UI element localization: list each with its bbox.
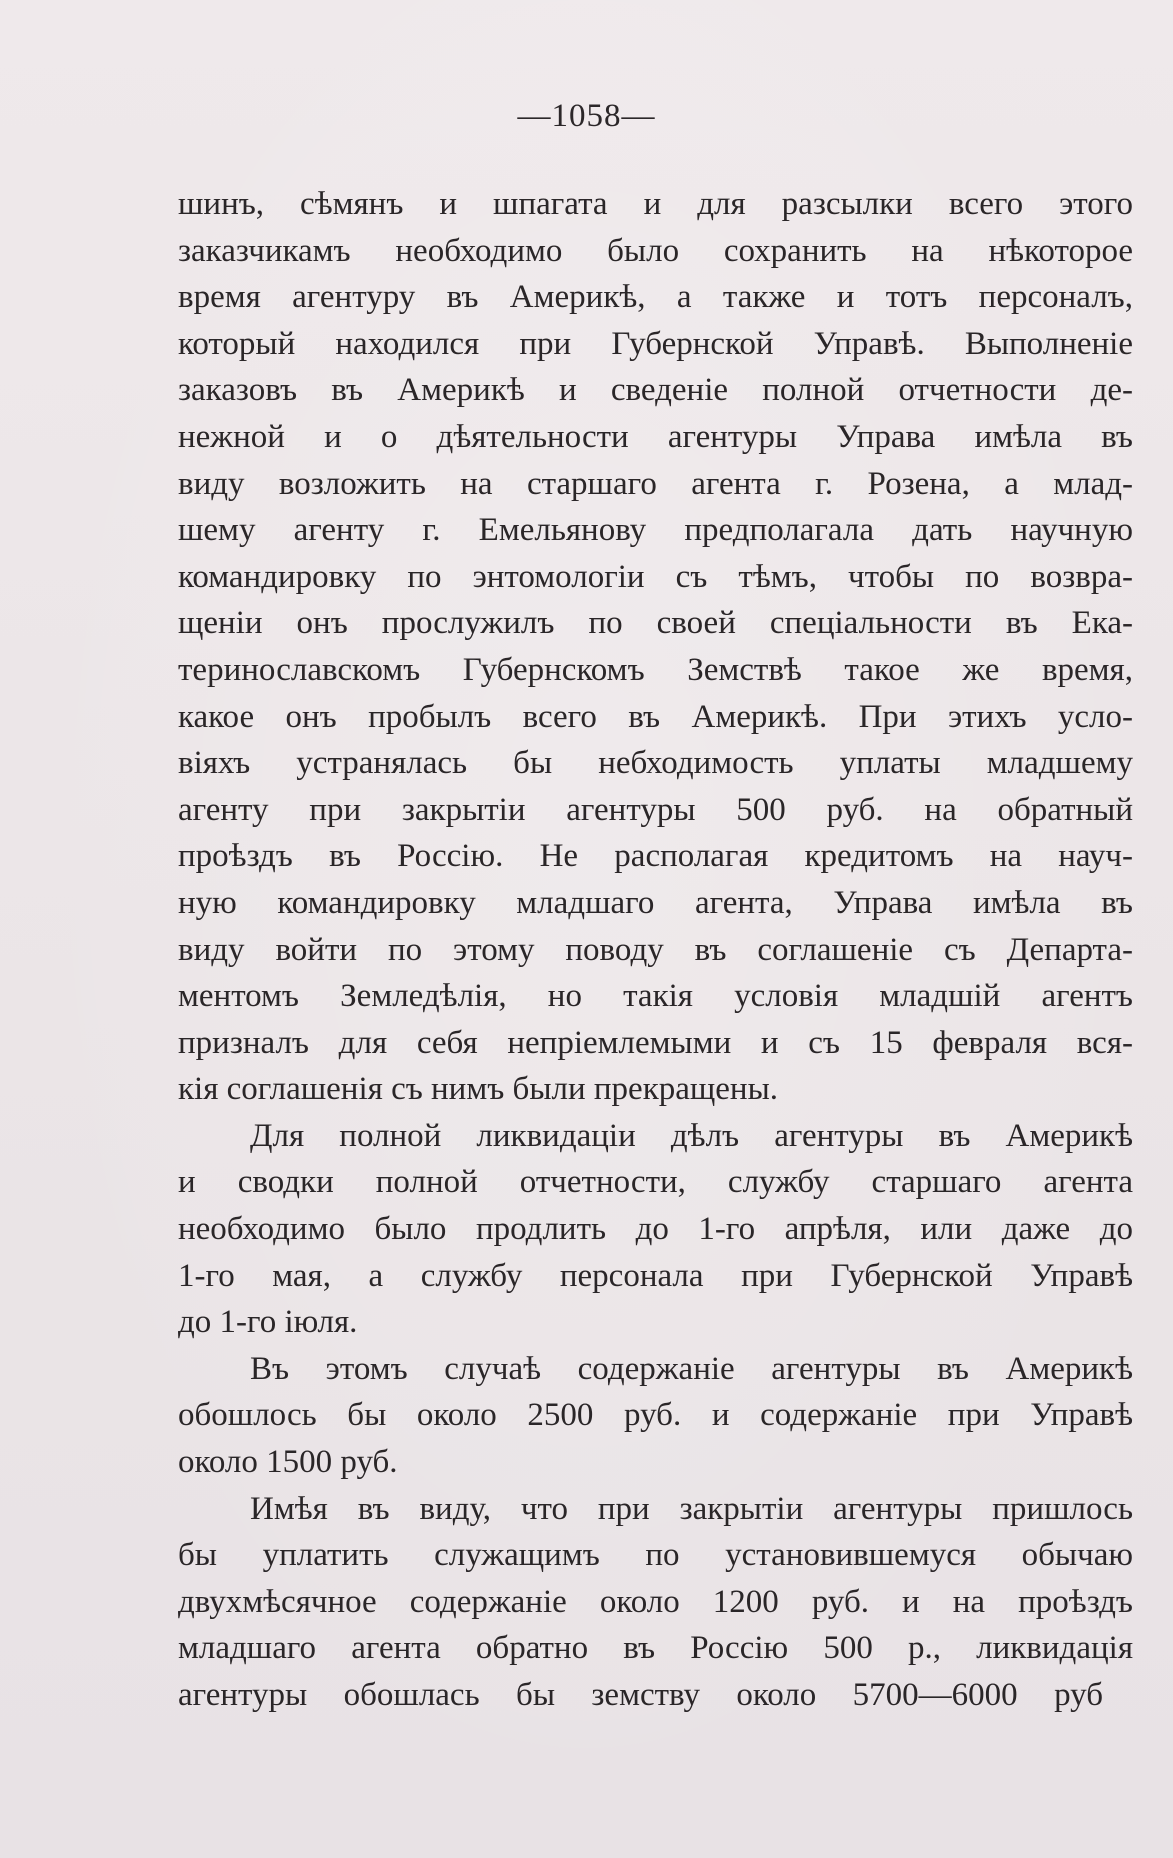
text-line: Въ этомъ случаѣ содержаніе агентуры въ Америкѣ <box>250 1350 1133 1387</box>
text-line: призналъ для себя непріемлемыми и съ 15 февраля вся- <box>178 1024 1133 1061</box>
text-line: кія соглашенія съ нимъ были прекращены. <box>178 1071 779 1108</box>
text-line: 1-го мая, а службу персонала при Губернской Управѣ <box>178 1257 1133 1294</box>
text-line: теринославскомъ Губернскомъ Земствѣ такое же время, <box>178 651 1133 688</box>
text-line: и сводки полной отчетности, службу старшаго агента <box>178 1164 1133 1201</box>
text-line: необходимо было продлить до 1-го апрѣля, или даже до <box>178 1211 1133 1248</box>
text-line: нежной и о дѣятельности агентуры Управа имѣла въ <box>178 418 1133 455</box>
text-line: Имѣя въ виду, что при закрытіи агентуры пришлось <box>250 1490 1133 1527</box>
text-line: віяхъ устранялась бы небходимость уплаты младшему <box>178 745 1133 782</box>
text-line: шему агенту г. Емельянову предполагала дать научную <box>178 512 1133 549</box>
text-line: до 1-го іюля. <box>178 1304 358 1341</box>
text-line: ментомъ Земледѣлія, но такія условія младшій агентъ <box>178 978 1133 1015</box>
paragraph-4 <box>178 1486 1133 1719</box>
paragraph-1 <box>178 181 1133 1113</box>
text-line: какое онъ пробылъ всего въ Америкѣ. При этихъ усло- <box>178 698 1133 735</box>
text-line: заказчикамъ необходимо было сохранить на нѣкоторое <box>178 232 1133 269</box>
text-line: Для полной ликвидаціи дѣлъ агентуры въ Америкѣ <box>250 1117 1133 1154</box>
paragraph-3 <box>178 1346 1133 1486</box>
text-line: двухмѣсячное содержаніе около 1200 руб. и на проѣздъ <box>178 1583 1133 1620</box>
text-line: командировку по энтомологіи съ тѣмъ, чтобы по возвра- <box>178 558 1133 595</box>
text-line: проѣздъ въ Россію. Не располагая кредитомъ на науч- <box>178 838 1133 875</box>
text-line: около 1500 руб. <box>178 1444 398 1481</box>
text-line: виду войти по этому поводу въ соглашеніе съ Департа- <box>178 931 1133 968</box>
text-line: младшаго агента обратно въ Россію 500 р., ликвидація <box>178 1630 1133 1667</box>
text-line: бы уплатить служащимъ по установившемуся обычаю <box>178 1537 1133 1574</box>
text-line: шинъ, сѣмянъ и шпагата и для разсылки всего этого <box>178 186 1133 222</box>
text-line: ную командировку младшаго агента, Управа имѣла въ <box>178 884 1133 921</box>
page-number: —1058— <box>517 98 656 134</box>
paragraph-2 <box>178 1113 1133 1346</box>
text-line: заказовъ въ Америкѣ и сведеніе полной отчетности де- <box>178 372 1133 409</box>
text-line: щеніи онъ прослужилъ по своей спеціальности въ Ека- <box>178 605 1133 642</box>
text-line: время агентуру въ Америкѣ, а также и тотъ персоналъ, <box>178 279 1133 316</box>
text-line: обошлось бы около 2500 руб. и содержаніе при Управѣ <box>178 1397 1133 1434</box>
text-line: который находился при Губернской Управѣ. Выполненіе <box>178 325 1133 362</box>
body-text <box>178 181 1133 1719</box>
text-line: агенту при закрытіи агентуры 500 руб. на обратный <box>178 791 1133 828</box>
text-line: виду возложить на старшаго агента г. Розена, а млад- <box>178 465 1133 502</box>
text-line: агентуры обошлась бы земству около 5700—6000 руб <box>178 1677 1103 1713</box>
